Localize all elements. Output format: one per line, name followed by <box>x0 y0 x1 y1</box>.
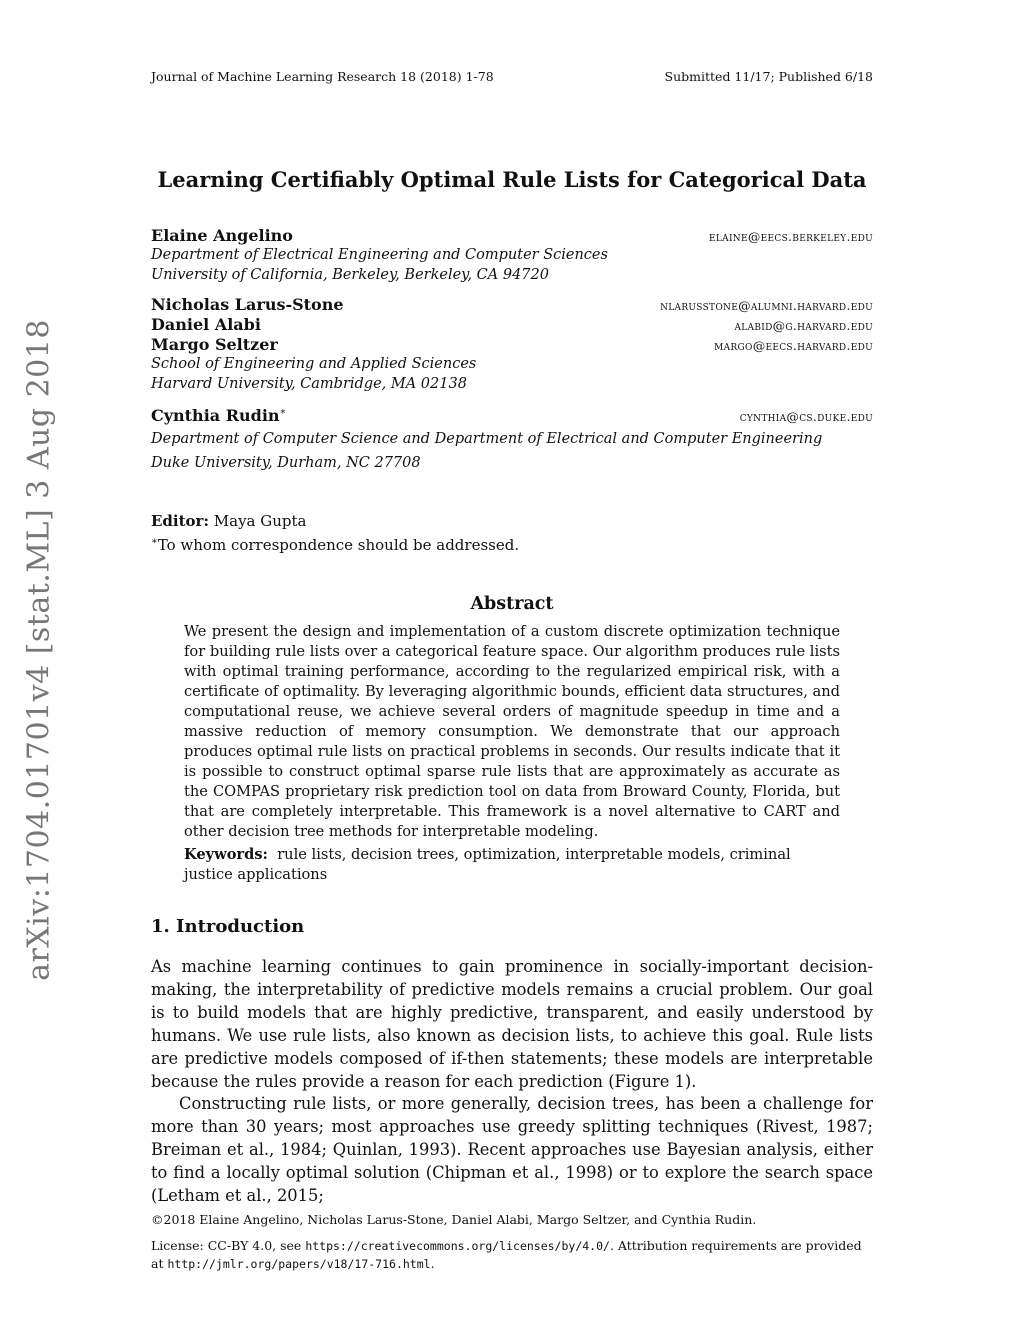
author-email[interactable]: elaine@eecs.berkeley.edu <box>709 229 873 244</box>
keywords-label: Keywords: <box>184 846 268 863</box>
journal-header: Journal of Machine Learning Research 18 (2018) 1-78 <box>151 69 494 84</box>
section-heading: 1. Introduction <box>151 916 305 937</box>
keywords-text: rule lists, decision trees, optimization, interpretable models, criminal justice applications <box>184 846 791 883</box>
affiliation-line: University of California, Berkeley, Berkeley, CA 94720 <box>151 267 549 283</box>
editor-line <box>151 512 306 530</box>
abstract-heading: Abstract <box>470 594 554 614</box>
author-email[interactable]: cynthia@cs.duke.edu <box>739 409 873 424</box>
affiliation-line: Department of Computer Science and Department of Electrical and Computer Engineering <box>151 431 823 447</box>
arxiv-sidebar <box>4 319 74 981</box>
editor-label: Editor: <box>151 512 209 530</box>
affiliation-line: Duke University, Durham, NC 27708 <box>151 455 421 471</box>
attribution-link[interactable]: http://jmlr.org/papers/v18/17-716.html <box>167 1257 431 1271</box>
submission-dates: Submitted 11/17; Published 6/18 <box>664 69 873 84</box>
correspondence-marker: ∗ <box>279 406 287 418</box>
author-email[interactable]: margo@eecs.harvard.edu <box>714 338 873 353</box>
author-name: Elaine Angelino <box>151 226 293 245</box>
paper-title: Learning Certifiably Optimal Rule Lists for Categorical Data <box>157 167 867 192</box>
editor-name: Maya Gupta <box>213 512 307 530</box>
author-name: Nicholas Larus-Stone <box>151 295 344 314</box>
author-email[interactable]: nlarusstone@alumni.harvard.edu <box>660 298 873 313</box>
correspondence-note: ∗To whom correspondence should be addressed. <box>151 536 520 554</box>
author-email[interactable]: alabid@g.harvard.edu <box>734 318 873 333</box>
arxiv-id: arXiv:1704.01701v4 [stat.ML] 3 Aug 2018 <box>21 319 57 981</box>
affiliation-line: Department of Electrical Engineering and Computer Sciences <box>151 247 608 263</box>
abstract-text: We present the design and implementation of a custom discrete optimization technique for building rule lists over a categorical feature space. Our algorithm produces rule lists with optimal training performance, according to the regularized empirical risk, with a certificate of optimality. By leveraging algorithmic bounds, efficient data structures, and computational reuse, we achieve several orders of magnitude speedup in time and a massive reduction of memory consumption. We demonstrate that our approach produces optimal rule lists on practical problems in seconds. Our results indicate that it is possible to construct optimal sparse rule lists that are approximately as accurate as the COMPAS proprietary risk prediction tool on data from Broward County, Florida, but that are completely interpretable. This framework is a novel alternative to CART and other decision tree methods for interpretable modeling. <box>184 623 840 840</box>
affiliation-line: Harvard University, Cambridge, MA 02138 <box>151 376 467 392</box>
paragraph: Constructing rule lists, or more generally, decision trees, has been a challenge for more than 30 years; most approaches use greedy splitting techniques (Rivest, 1987; Breiman et al., 1984; Quinlan, 1993). Recent approaches use Bayesian analysis, either to find a locally optimal solution (Chipman et al., 1998) or to explore the search space (Letham et al., 2015; <box>151 1094 873 1205</box>
keywords <box>184 845 840 885</box>
license-link[interactable]: https://creativecommons.org/licenses/by/4.0/ <box>305 1239 610 1253</box>
author-name: Daniel Alabi <box>151 315 261 334</box>
paragraph: As machine learning continues to gain prominence in socially-important decision-making, the interpretability of predictive models remains a crucial problem. Our goal is to build models that are highly predictive, transparent, and easily understood by humans. We use rule lists, also known as decision lists, to achieve this goal. Rule lists are predictive models composed of if-then statements; these models are interpretable because the rules provide a reason for each prediction (Figure 1). <box>151 957 873 1091</box>
author-name: Cynthia Rudin∗ <box>151 406 287 425</box>
license-notice: License: CC-BY 4.0, see https://creativecommons.org/licenses/by/4.0/. Attribution requirements are provided at http://jmlr.org/papers/v18/17-716.html. <box>151 1238 862 1271</box>
affiliation-line: School of Engineering and Applied Sciences <box>151 356 477 372</box>
copyright-notice: ©2018 Elaine Angelino, Nicholas Larus-Stone, Daniel Alabi, Margo Seltzer, and Cynthia Rudin. <box>151 1212 757 1227</box>
author-name: Margo Seltzer <box>151 335 278 354</box>
